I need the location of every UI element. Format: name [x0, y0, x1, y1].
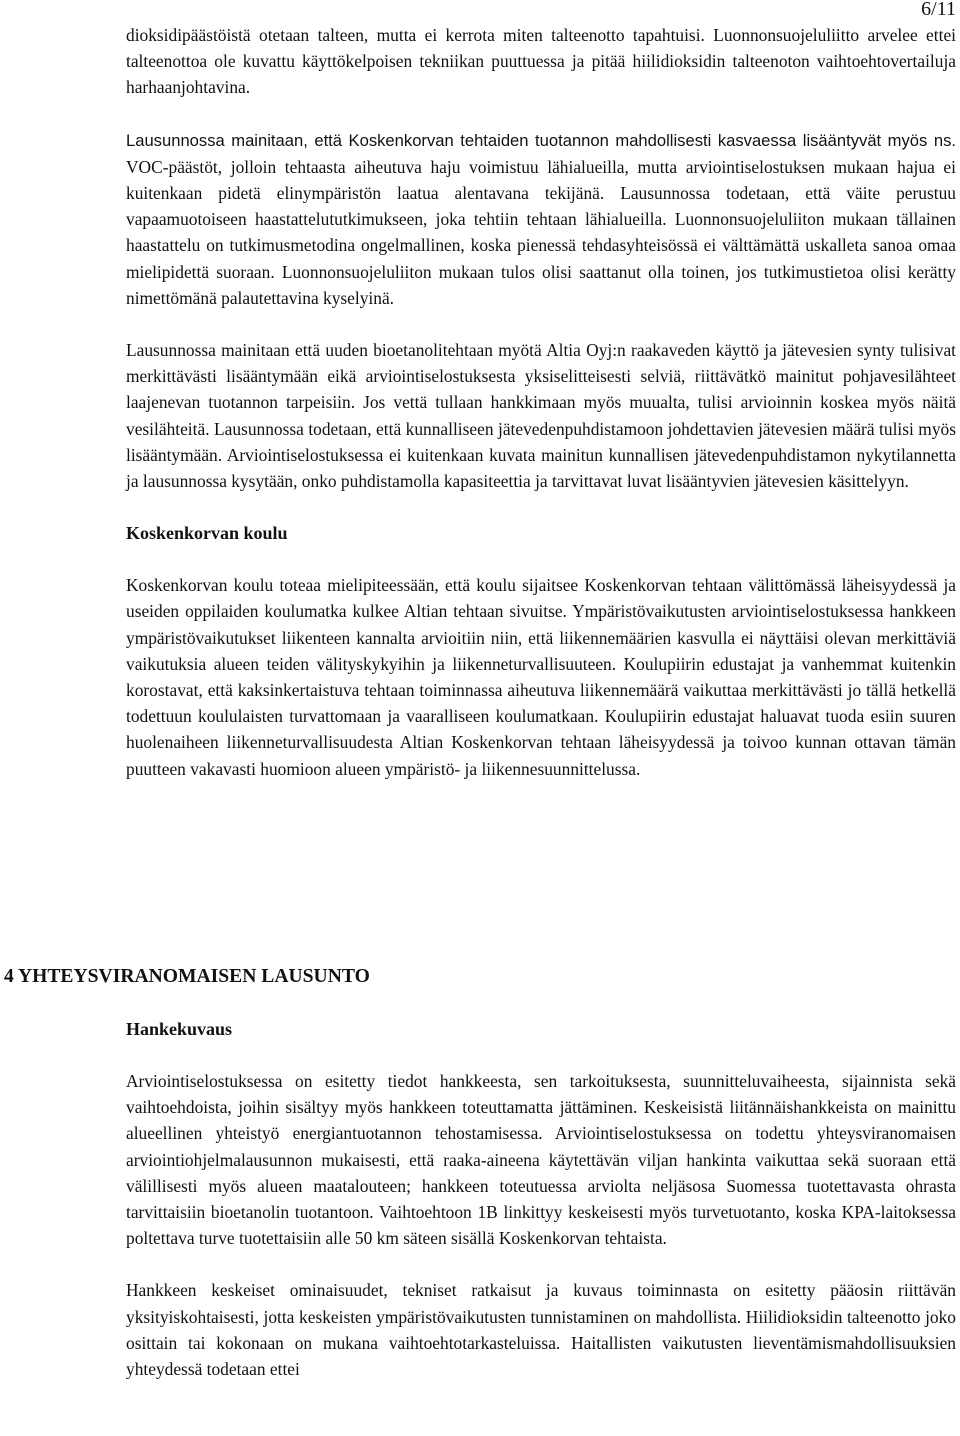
heading-koskenkorva-school: Koskenkorvan koulu	[126, 523, 288, 544]
paragraph-voc-odor: VOC-päästöt, jolloin tehtaasta aiheutuva haju voimistuu lähialueilla, mutta arviointiselostuksen mukaan hajua ei kuitenkaan pidetä elinympäristön laatua alentavana tekijänä.	[126, 156, 956, 204]
heading-section-4: 4 YHTEYSVIRANOMAISEN LAUSUNTO	[4, 966, 370, 987]
paragraph-co2-capture: dioksidipäästöistä otetaan talteen, mutta ei kerrota miten talteenotto tapahtuisi. Luonnonsuojeluliitto arvelee ettei talteenottoa ole kuvattu käyttökelpoisen tekniikan puuttuessa ja pitää hiilidioksidin talteenoton vaihtoehtovertailuja harhaanjohtavina.	[126, 25, 956, 98]
paragraph-key-features: Hankkeen keskeiset ominaisuudet, tekniset ratkaisut ja kuvaus toiminnasta on esitetty pääosin riittävän yksityiskohtaisesti, jotta keskeisten ympäristövaikutusten tunnistaminen on mahdollista. Hiilidioksidin talteenotto joko osittain tai kokonaan on mukana vaihtoehtotarkasteluissa. Haitallisten vaikutusten lieventämismahdollisuuksien yhteydessä todetaan ettei	[126, 1280, 956, 1380]
section-4-body	[126, 1016, 956, 1382]
paragraph-project-description: Arviointiselostuksessa on esitetty tiedot hankkeesta, sen tarkoituksesta, suunnitteluvaiheesta, sijainnista sekä vaihtoehdoista, joihin sisältyy myös hankkeen toteuttamatta jättäminen. Keskeisistä liitännäishankkeista on mainittu alueellinen yhteistyö energiantuotannon tehostamisessa. Arviointiselostuksessa on todettu yhteysviranomaisen arviointiohjelmalausunnon mukaisesti, että raaka-aineena käytettävän viljan hankinta vaikuttaa sekä suoraan että välillisesti myös alueen maatalouteen; hankkeen toteutuessa arviolta neljäsosa Suomessa tuotettavasta ohrasta tarvittaisiin bioetanolin tuotantoon. Vaihtoehtoon 1B linkittyy keskeisesti myös turvetuotanto, koska KPA-laitoksessa poltettava turve tuotettaisiin alle 50 km säteen sisällä Koskenkorvan tehtaista.	[126, 1071, 956, 1249]
paragraph-voc-lead: Lausunnossa mainitaan, että Koskenkorvan tehtaiden tuotannon mahdollisesti kasvaessa lisääntyvät myös ns.	[126, 130, 956, 150]
heading-project-description: Hankekuvaus	[126, 1019, 233, 1039]
paragraph-voc-emissions	[126, 127, 956, 311]
page-number: 6/11	[921, 0, 956, 20]
paragraph-school-opinion: Koskenkorvan koulu toteaa mielipiteessään, että koulu sijaitsee Koskenkorvan tehtaan välittömässä läheisyydessä ja useiden oppilaiden koulumatka kulkee Altian tehtaan sivuitse. Ympäristövaikutusten arviointiselostuksessa hankkeen ympäristövaikutukset liikenteen kannalta arvioitiin niin, että liikennemäärien kasvulla ei näyttäisi olevan merkittäviä vaikutuksia alueen teiden välityskykyihin ja liikenneturvallisuuteen. Koulupiirin edustajat ja vanhemmat kuitenkin korostavat, että kaksinkertaistuva tehtaan toiminnassa aiheutuva liikennemäärä vaikuttaa merkittävästi jo tällä hetkellä todettuun koululaisten turvattomaan ja vaaralliseen koulumatkaan. Koulupiirin edustajat haluavat tuoda esiin suuren huolenaiheen liikenneturvallisuudesta Altian Koskenkorvan tehtaan läheisyydessä ja toivoo kunnan ottavan tämän puutteen vakavasti huomioon alueen ympäristö- ja liikennesuunnittelussa.	[126, 575, 956, 779]
paragraph-voc-survey: Lausunnossa todetaan, että väite perustuu vapaamuotoiseen haastattelututkimukseen, joka tehtiin tehtaan lähialueilla. Luonnonsuojeluliiton mukaan tällainen haastattelu on tutkimusmetodina ongelmallinen, koska pienessä tehdasyhteisössä ei välttämättä uskalleta sanoa omaa mielipidettä suoraan. Luonnonsuojeluliiton mukaan tulos olisi saattanut olla toinen, jos tutkimustietoa olisi kerätty nimettömänä palautettavina kyselyinä.	[126, 183, 956, 308]
document-body	[126, 22, 956, 782]
paragraph-water-usage: Lausunnossa mainitaan että uuden bioetanolitehtaan myötä Altia Oyj:n raakaveden käyttö ja jätevesien synty tulisivat merkittävästi lisääntymään eikä arviointiselostuksesta yksiselitteisesti selviä, riittävätkö mainitut pohjavesilähteet laajenevan tuotannon tarpeisiin. Jos vettä tullaan hankkimaan myös muualta, tulisi arvioinnin koskea myös näitä vesilähteitä. Lausunnossa todetaan, että kunnalliseen jätevedenpuhdistamoon johdettavien jätevesien määrä tulisi myös lisääntymään. Arviointiselostuksessa ei kuitenkaan kuvata mainitun kunnallisen jätevedenpuhdistamon nykytilannetta ja lausunnossa kysytään, onko puhdistamolla kapasiteettia ja tarvittavat luvat lisääntyvien jätevesien käsittelyyn.	[126, 340, 956, 492]
